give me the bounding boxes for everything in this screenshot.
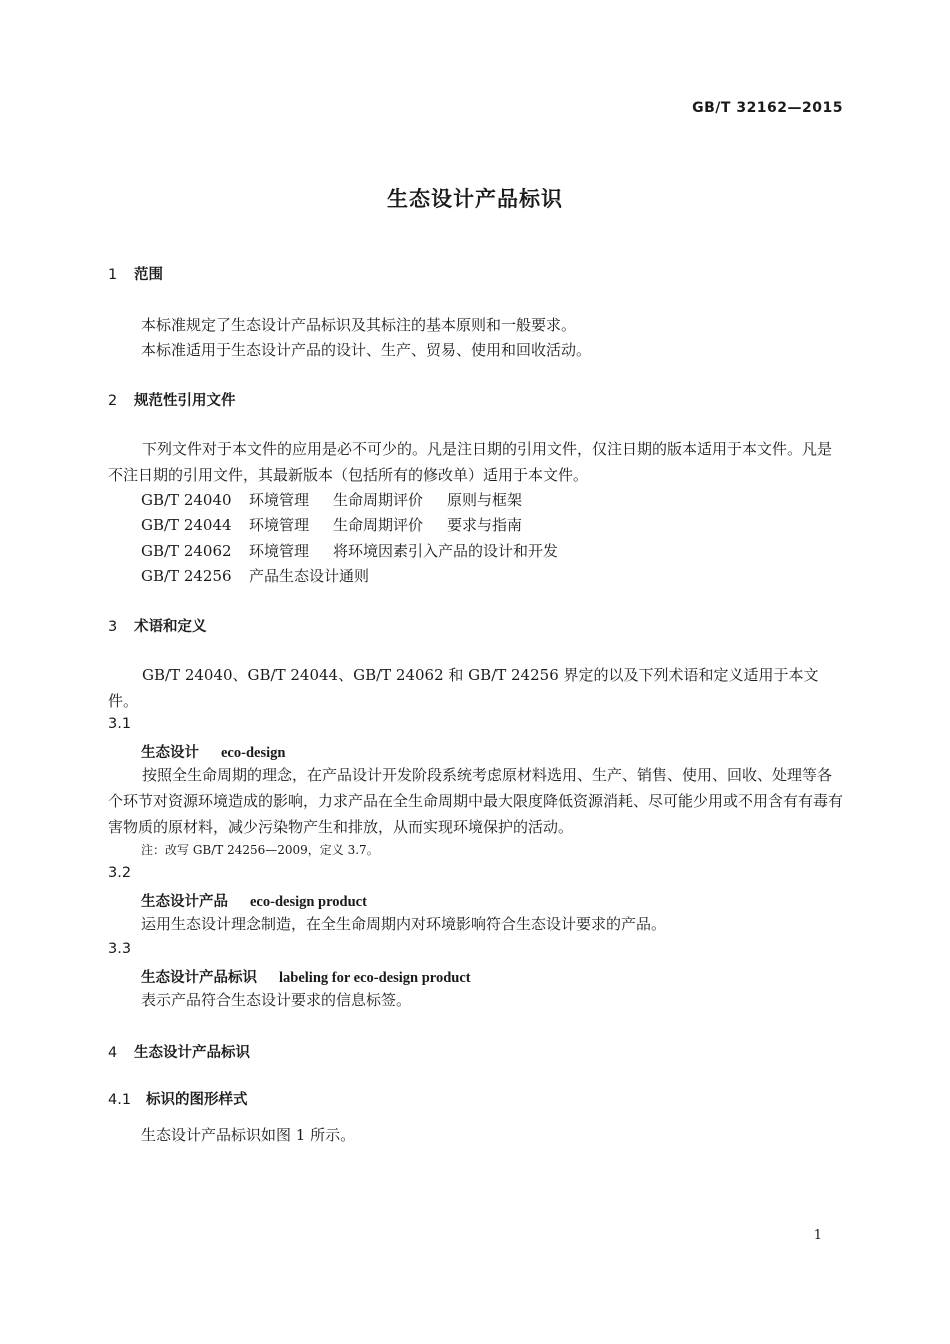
ref-part: 环境管理 bbox=[249, 542, 310, 560]
ref-part: 产品生态设计通则 bbox=[249, 567, 370, 585]
clause-number: 3.3 bbox=[108, 941, 132, 957]
definition: 表示产品符合生态设计要求的信息标签。 bbox=[141, 991, 412, 1009]
term-entry bbox=[141, 966, 471, 987]
reference-item bbox=[141, 514, 522, 535]
reference-item bbox=[141, 540, 558, 561]
definition: 运用生态设计理念制造，在全生命周期内对环境影响符合生态设计要求的产品。 bbox=[141, 915, 667, 933]
term-zh: 生态设计 bbox=[141, 745, 199, 761]
page-number: 1 bbox=[813, 1228, 822, 1243]
section-title: 范围 bbox=[134, 267, 163, 283]
section-3-heading bbox=[108, 615, 207, 636]
subsection-4-1-heading bbox=[108, 1088, 248, 1109]
term-zh: 生态设计产品标识 bbox=[141, 970, 257, 986]
section-number: 1 bbox=[108, 267, 118, 283]
term-entry bbox=[141, 890, 367, 911]
ref-part: 环境管理 bbox=[249, 516, 310, 534]
clause-number: 3.1 bbox=[108, 716, 132, 732]
term-en: labeling for eco-design product bbox=[279, 970, 471, 986]
document-title: 生态设计产品标识 bbox=[387, 187, 563, 211]
term-en: eco-design bbox=[221, 745, 286, 761]
note: 注：改写 GB/T 24256—2009，定义 3.7。 bbox=[141, 843, 379, 857]
ref-code: GB/T 24256 bbox=[141, 567, 232, 585]
ref-part: 将环境因素引入产品的设计和开发 bbox=[333, 542, 559, 560]
clause-number: 3.2 bbox=[108, 865, 132, 881]
section-number: 4.1 bbox=[108, 1092, 132, 1108]
paragraph: GB/T 24040、GB/T 24044、GB/T 24062 和 GB/T 24256 界定的以及下列术语和定义适用于本文件。 bbox=[108, 666, 819, 710]
ref-part: 生命周期评价 bbox=[333, 491, 424, 509]
section-title: 规范性引用文件 bbox=[134, 393, 236, 409]
section-2-heading bbox=[108, 389, 236, 410]
paragraph: 本标准适用于生态设计产品的设计、生产、贸易、使用和回收活动。 bbox=[141, 341, 592, 359]
section-title: 生态设计产品标识 bbox=[134, 1045, 250, 1061]
term-zh: 生态设计产品 bbox=[141, 894, 228, 910]
section-title: 术语和定义 bbox=[134, 619, 207, 635]
paragraph: 生态设计产品标识如图 1 所示。 bbox=[141, 1126, 356, 1144]
section-4-heading bbox=[108, 1041, 250, 1062]
ref-part: 原则与框架 bbox=[447, 491, 523, 509]
ref-part: 环境管理 bbox=[249, 491, 310, 509]
ref-part: 要求与指南 bbox=[447, 516, 523, 534]
paragraph: 本标准规定了生态设计产品标识及其标注的基本原则和一般要求。 bbox=[141, 316, 577, 334]
paragraph: 下列文件对于本文件的应用是必不可少的。凡是注日期的引用文件，仅注日期的版本适用于本文件。凡是不注日期的引用文件，其最新版本（包括所有的修改单）适用于本文件。 bbox=[108, 440, 833, 484]
definition: 按照全生命周期的理念，在产品设计开发阶段系统考虑原材料选用、生产、销售、使用、回收、处理等各个环节对资源环境造成的影响，力求产品在全生命周期中最大限度降低资源消耗、尽可能少用或不用含有有毒有害物质的原材料，减少污染物产生和排放，从而实现环境保护的活动。 bbox=[108, 766, 844, 836]
ref-code: GB/T 24040 bbox=[141, 491, 232, 509]
section-1-heading bbox=[108, 263, 163, 284]
section-number: 3 bbox=[108, 619, 118, 635]
term-entry bbox=[141, 741, 285, 762]
reference-item bbox=[141, 565, 369, 586]
ref-code: GB/T 24062 bbox=[141, 542, 232, 560]
section-title: 标识的图形样式 bbox=[146, 1092, 248, 1108]
term-en: eco-design product bbox=[250, 894, 367, 910]
ref-part: 生命周期评价 bbox=[333, 516, 424, 534]
reference-item bbox=[141, 489, 522, 510]
standard-number: GB/T 32162—2015 bbox=[692, 100, 843, 116]
section-number: 4 bbox=[108, 1045, 118, 1061]
ref-code: GB/T 24044 bbox=[141, 516, 232, 534]
section-number: 2 bbox=[108, 393, 118, 409]
